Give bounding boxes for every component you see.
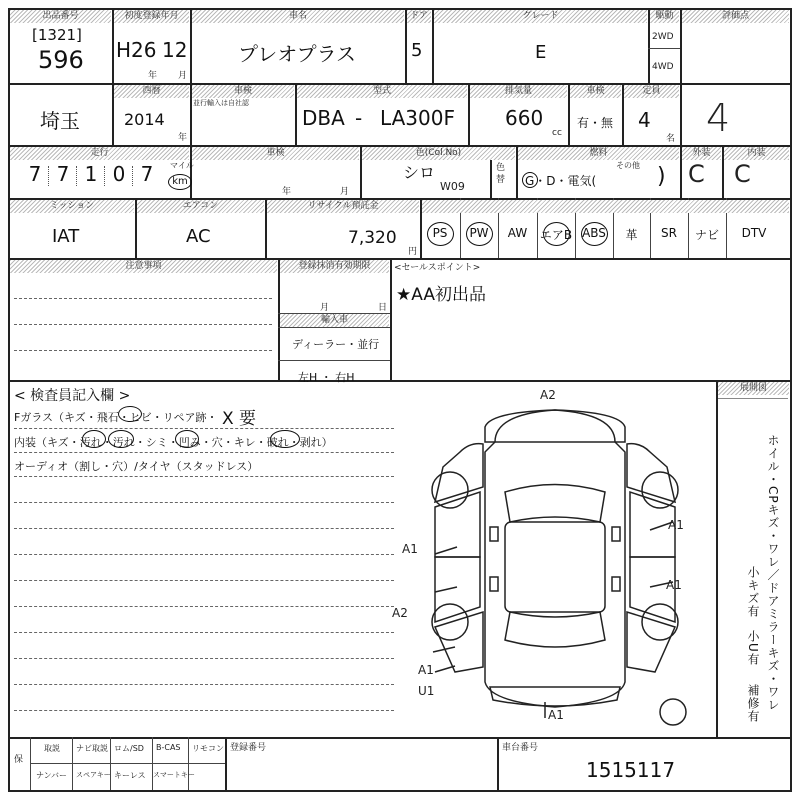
mileage-digit: 1: [84, 162, 98, 186]
capacity-unit: 名: [666, 134, 676, 144]
aircon: AC: [186, 226, 211, 247]
car-name: プレオプラス: [238, 42, 356, 66]
color-name: シロ: [403, 163, 436, 182]
bottom-spare-key: スペアキー: [76, 771, 111, 779]
memo-mark-circle: [82, 430, 106, 448]
inspector-memo-title: < 検査員記入欄 >: [14, 388, 131, 404]
deadline-day: 日: [378, 303, 388, 313]
equipment-dtv: DTV: [741, 226, 767, 240]
equipment-circle: [427, 222, 454, 246]
dealer-parallel: ディーラー・並行: [292, 338, 380, 351]
km-unit: km: [168, 174, 192, 190]
damage-mark-left-front: A1: [402, 542, 418, 556]
registration-month: 12: [162, 38, 188, 62]
header-aircon: エアコン: [137, 200, 264, 213]
side-memo-repair: 補修有: [746, 684, 760, 723]
equipment-leather: 革: [625, 228, 638, 242]
memo-mark-circle: [108, 430, 134, 448]
memo-mark-circle: [175, 430, 199, 448]
recycle-unit: 円: [408, 247, 418, 257]
drive-4wd: 4WD: [652, 62, 674, 72]
equipment-circle: [466, 222, 493, 246]
car-windshield: [505, 485, 605, 523]
handle-right: [612, 577, 620, 591]
drive-2wd: 2WD: [652, 32, 674, 42]
registration-number-label: 登録番号: [230, 743, 267, 753]
header-model-year: 西暦: [114, 85, 189, 98]
interior-grade: C: [734, 160, 751, 188]
header-doors: ドア: [407, 10, 431, 23]
header-capacity: 定員: [624, 85, 679, 98]
memo-interior: 内装（キズ・汚れ・汚れ・シミ・凹み・穴・キレ・破れ・剥れ）: [14, 436, 333, 449]
damage-mark-front: A2: [540, 388, 556, 402]
side-memo-small-scratch: 小キズ有: [746, 566, 760, 618]
mirror-left: [490, 527, 498, 541]
header-inspection: 車検: [192, 85, 294, 98]
capacity: 4: [638, 108, 651, 132]
header-sales-point: <セールスポイント>: [394, 263, 481, 273]
damage-mark-left-rear: A2: [392, 606, 408, 620]
exterior-grade: C: [688, 160, 705, 188]
header-car-name: 車名: [192, 10, 404, 23]
chassis-number: 1515117: [586, 758, 676, 782]
transmission: IAT: [52, 226, 80, 247]
color-change-label: 色替: [496, 163, 506, 185]
equipment-circle: [543, 222, 570, 246]
mileage-unit-top: マイル: [170, 161, 194, 170]
header-interior: 内装: [724, 147, 789, 160]
handle-left: [490, 577, 498, 591]
fuel-options: G・D・電気(: [525, 174, 597, 188]
equipment-aw: AW: [507, 226, 528, 240]
side-memo-small-dent: 小U有: [746, 630, 760, 666]
grade-score: 4: [706, 96, 731, 140]
grade-value: E: [535, 42, 547, 63]
mileage-separator: [132, 166, 133, 186]
damage-mark-left-lower: A1: [418, 663, 434, 677]
mileage-digit: 7: [140, 162, 154, 186]
recycle-amount: 7,320: [348, 228, 397, 248]
bottom-remote: リモコン: [192, 744, 224, 753]
lot-tag: [1321]: [32, 26, 82, 44]
car-rear-window: [505, 612, 605, 647]
mirror-right: [612, 527, 620, 541]
car-diagram: [395, 382, 715, 736]
model-year-note: 並行輸入は自社認: [193, 99, 249, 107]
car-rear-bumper: [490, 687, 620, 706]
header-recycle: リサイクル預託金: [267, 200, 419, 213]
leader-line: [435, 666, 455, 672]
model-prefix: DBA: [302, 106, 345, 130]
header-drive: 駆動: [650, 10, 679, 23]
equipment-circle: [581, 222, 608, 246]
registration-era: H26: [116, 38, 157, 62]
header-color: 色(Col.No): [362, 147, 515, 160]
equipment-airbag: エアB: [539, 228, 573, 242]
damage-mark-left-lower-u: U1: [418, 684, 435, 698]
vi-year-unit: 年: [282, 187, 292, 197]
door-count: 5: [411, 40, 423, 61]
memo-audio: オーディオ（割し・穴）/タイヤ（スタッドレス）: [14, 460, 259, 473]
steering-side: 左H ・ 右H: [298, 371, 355, 384]
leader-line: [435, 587, 457, 592]
damage-mark-right-rear: A1: [666, 578, 682, 592]
model-code: LA300F: [380, 106, 455, 130]
memo-windshield-x: X 要: [222, 409, 257, 429]
header-grade: グレード: [434, 10, 647, 23]
leader-line: [435, 547, 457, 554]
damage-mark-right-front: A1: [668, 518, 684, 532]
month-unit: 月: [178, 71, 188, 81]
region: 埼玉: [40, 109, 80, 133]
header-equipment: [422, 200, 789, 213]
deadline-month: 月: [320, 303, 330, 313]
header-score: 評価点: [682, 10, 789, 23]
header-diagram: 展開図: [718, 382, 789, 395]
memo-mark-circle: [270, 430, 300, 448]
year-unit: 年: [148, 71, 158, 81]
fuel-other: その他: [616, 161, 640, 170]
bottom-manual: 取説: [44, 744, 60, 753]
memo-mark-circle: [118, 406, 142, 422]
chassis-number-label: 車台番号: [502, 743, 539, 753]
header-vehicle-insp: 車検: [192, 147, 359, 160]
equipment-row: [420, 218, 790, 252]
meter-swap-label: 輸入車: [280, 314, 389, 327]
header-displacement: 排気量: [470, 85, 567, 98]
model-year: 2014: [124, 110, 165, 129]
spare-wheel: [660, 699, 686, 725]
equipment-navi: ナビ: [694, 228, 719, 242]
car-front-hood: [485, 410, 625, 442]
bottom-number: ナンバー: [36, 771, 68, 780]
mileage-separator: [76, 166, 77, 186]
mileage-digit: 7: [56, 162, 70, 186]
header-lot: 出品番号: [10, 10, 111, 23]
equipment-pw: PW: [469, 226, 489, 240]
header-fuel: 燃料: [518, 147, 679, 160]
equipment-ps: PS: [432, 226, 448, 240]
mileage-separator: [104, 166, 105, 186]
mileage-digit: 7: [28, 162, 42, 186]
door-left-rear: [435, 557, 480, 622]
header-model-code: 型式: [297, 85, 467, 98]
color-code: W09: [440, 180, 465, 193]
lot-number: 596: [38, 46, 84, 74]
model-year-unit: 年: [178, 133, 188, 143]
fender-right-rear: [627, 612, 675, 672]
equipment-sunroof: SR: [661, 226, 677, 240]
header-exterior: 外装: [682, 147, 721, 160]
vi-month-unit: 月: [340, 187, 350, 197]
equipment-abs: ABS: [582, 226, 606, 240]
sales-point: ★AA初出品: [396, 285, 486, 305]
memo-windshield: Fガラス（キズ・飛石・ヒビ・リペア跡・: [14, 411, 218, 424]
header-vehicle-inspection: 車検: [570, 85, 621, 98]
displacement: 660: [505, 106, 544, 130]
model-dash: -: [355, 106, 363, 130]
door-left-front: [435, 492, 480, 557]
mileage-separator: [48, 166, 49, 186]
bottom-navi-manual: ナビ取説: [76, 744, 108, 753]
mileage-digits: [22, 162, 167, 192]
header-transmission: ミッション: [10, 200, 134, 213]
cc-unit: cc: [552, 128, 562, 138]
damage-mark-rear: A1: [548, 708, 564, 722]
fender-left-rear: [435, 612, 483, 672]
bottom-smart-key: スマートキー: [153, 771, 195, 779]
header-caution: 注意事項: [10, 260, 277, 273]
header-mileage: 走行: [10, 147, 189, 160]
fuel-close: ): [657, 164, 666, 189]
bottom-ho-label: 保: [14, 755, 24, 765]
bottom-keyless: キーレス: [114, 771, 146, 780]
header-first-registration: 初度登録年月: [114, 10, 189, 23]
inspection-option: 有・無: [577, 116, 614, 130]
mileage-digit: 0: [112, 162, 126, 186]
car-body-outline: [485, 410, 625, 707]
header-deadline: 登録抹消有効期限: [280, 260, 389, 273]
bottom-rom-sd: ロム/SD: [114, 744, 144, 753]
car-roof: [505, 522, 605, 612]
bottom-bcas: B-CAS: [156, 743, 181, 752]
side-memo-main: ホイル・CPキズ・ワレ／ドアミラーキズ・ワレ: [766, 434, 780, 712]
